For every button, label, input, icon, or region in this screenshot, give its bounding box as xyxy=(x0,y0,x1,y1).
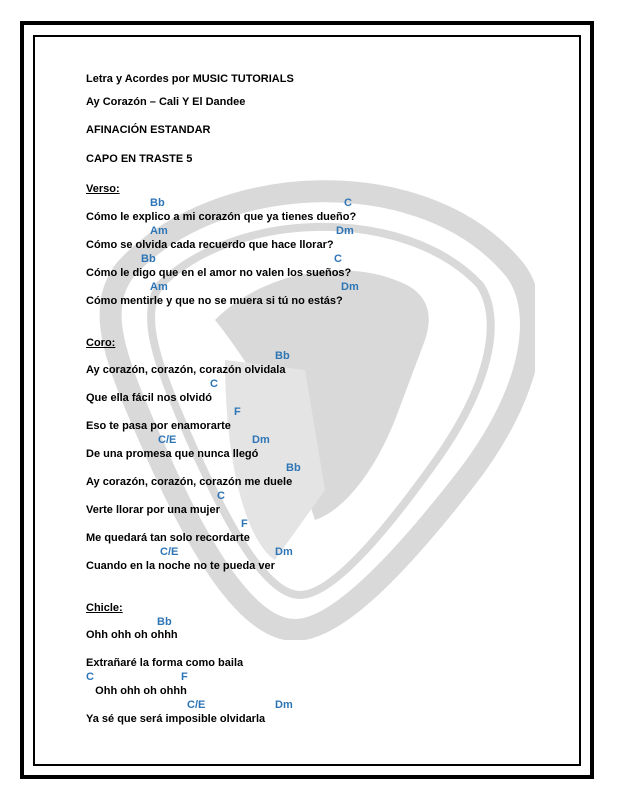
lyric-line: Que ella fácil nos olvidó xyxy=(86,392,212,404)
lyric-line: De una promesa que nunca llegó xyxy=(86,448,259,460)
chord: Bb xyxy=(150,197,165,209)
chord: C xyxy=(344,197,352,209)
chord: Dm xyxy=(275,699,293,711)
chord: C xyxy=(217,490,225,502)
chord: Dm xyxy=(336,225,354,237)
lyric-line: Cómo mentirle y que no se muera si tú no estás? xyxy=(86,295,343,307)
lyric-line: Eso te pasa por enamorarte xyxy=(86,420,231,432)
coro-heading: Coro: xyxy=(86,337,116,349)
song-title: Ay Corazón – Cali Y El Dandee xyxy=(86,96,246,108)
chord: C/E xyxy=(187,699,206,711)
tuning-line: AFINACIÓN ESTANDAR xyxy=(86,124,211,136)
chord: Bb xyxy=(275,350,290,362)
lyric-line: Ay corazón, corazón, corazón me duele xyxy=(86,476,293,488)
chord: C/E xyxy=(158,434,177,446)
chord: C xyxy=(334,253,342,265)
lyric-line: Cómo le digo que en el amor no valen los sueños? xyxy=(86,267,352,279)
lyric-line: Ay corazón, corazón, corazón olvidala xyxy=(86,364,286,376)
credit-line: Letra y Acordes por MUSIC TUTORIALS xyxy=(86,73,294,85)
lyric-line: Cómo le explico a mi corazón que ya tienes dueño? xyxy=(86,211,357,223)
verso-heading: Verso: xyxy=(86,183,120,195)
chord: Am xyxy=(150,225,168,237)
chord: Dm xyxy=(341,281,359,293)
lyric-line: Verte llorar por una mujer xyxy=(86,504,220,516)
lyric-line: Ohh ohh oh ohhh xyxy=(86,685,187,697)
chord: Bb xyxy=(141,253,156,265)
chord: Dm xyxy=(275,546,293,558)
chord: C xyxy=(210,378,218,390)
chord: Am xyxy=(150,281,168,293)
chord: Dm xyxy=(252,434,270,446)
chord: Bb xyxy=(157,616,172,628)
chicle-heading: Chicle: xyxy=(86,602,123,614)
lyric-line: Ya sé que será imposible olvidarla xyxy=(86,713,266,725)
chord: F xyxy=(181,671,188,683)
capo-line: CAPO EN TRASTE 5 xyxy=(86,153,193,165)
lyric-line: Cuando en la noche no te pueda ver xyxy=(86,560,275,572)
chord: F xyxy=(234,406,241,418)
chord: C/E xyxy=(160,546,179,558)
lyric-line: Cómo se olvida cada recuerdo que hace llorar? xyxy=(86,239,334,251)
chord: Bb xyxy=(286,462,301,474)
chord: F xyxy=(241,518,248,530)
lyric-line: Extrañaré la forma como baila xyxy=(86,657,244,669)
lyric-line: Ohh ohh oh ohhh xyxy=(86,629,178,641)
lyric-line: Me quedará tan solo recordarte xyxy=(86,532,250,544)
chord: C xyxy=(86,671,94,683)
